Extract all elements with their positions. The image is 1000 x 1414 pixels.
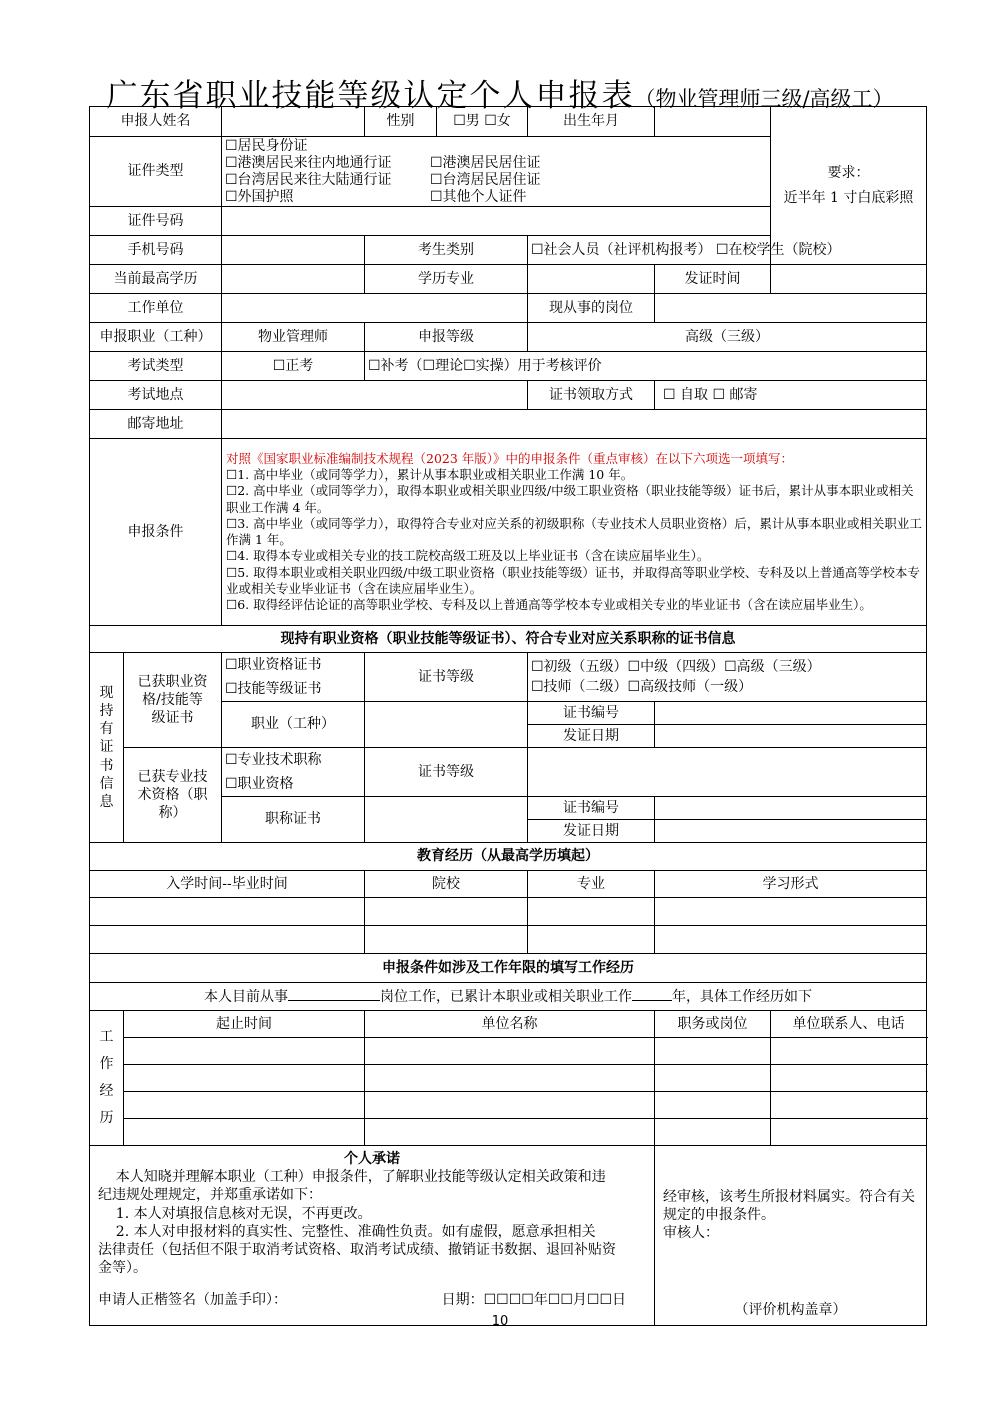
candidate-type-label: 考生类别 bbox=[365, 236, 528, 265]
side-char: 持 bbox=[99, 703, 114, 720]
gender-options[interactable]: ☐男 ☐女 bbox=[437, 107, 528, 137]
work-col-period: 起止时间 bbox=[124, 1011, 365, 1038]
skill-cert-no-label: 证书编号 bbox=[528, 702, 655, 725]
level-option-row[interactable]: ☐初级（五级）☐中级（四级）☐高级（三级） bbox=[531, 659, 821, 675]
promise-line: 本人知晓并理解本职业（工种）申报条件，了解职业技能等级认定相关政策和违 bbox=[98, 1169, 606, 1186]
edu-cell[interactable] bbox=[90, 926, 365, 954]
title-cert-label: 职称证书 bbox=[222, 797, 365, 843]
edu-col-period: 入学时间--毕业时间 bbox=[90, 871, 365, 898]
level-option-row[interactable]: ☐技师（二级）☐高级技师（一级） bbox=[531, 679, 753, 695]
employer-field[interactable] bbox=[222, 294, 528, 323]
form-title-main: 广东省职业技能等级认定个人申报表 bbox=[106, 78, 635, 114]
tech-cert-level-label: 证书等级 bbox=[365, 748, 528, 797]
conditions-intro: 对照《国家职业标准编制技术规程（2023 年版）》中的申报条件（重点审核）在以下六项选一项填写： bbox=[226, 450, 794, 466]
tech-cert-label: 已获专业技术资格（职称） bbox=[124, 748, 222, 843]
work-section-header: 申报条件如涉及工作年限的填写工作经历 bbox=[90, 954, 927, 983]
promise-line: 1. 本人对填报信息核对无误，不再更改。 bbox=[98, 1205, 372, 1222]
side-char: 证 bbox=[99, 739, 114, 756]
education-label: 当前最高学历 bbox=[90, 265, 222, 294]
exam-regular-option[interactable]: ☐正考 bbox=[222, 352, 365, 381]
education-field[interactable] bbox=[222, 265, 365, 294]
promise-line: 法律责任（包括但不限于取消考试资格、取消考试成绩、撤销证书数据、退回补贴资 bbox=[98, 1241, 616, 1258]
cert-method-options[interactable]: ☐ 自取 ☐ 邮寄 bbox=[655, 381, 927, 410]
issue-time-field[interactable] bbox=[771, 265, 927, 294]
work-sentence-part: 岗位工作，已累计本职业或相关职业工作 bbox=[380, 989, 632, 1006]
form-title-sub: （物业管理师三级/高级工） bbox=[634, 87, 894, 111]
work-cell[interactable] bbox=[365, 1092, 655, 1119]
edu-cell[interactable] bbox=[90, 898, 365, 926]
condition-item[interactable]: ☐1. 高中毕业（或同等学力），累计从事本职业或相关职业工作满 10 年。 bbox=[226, 467, 634, 482]
photo-requirement-spec: 近半年 1 寸白底彩照 bbox=[783, 189, 914, 206]
work-cell[interactable] bbox=[124, 1092, 365, 1119]
review-statement: 经审核，该考生所报材料属实。符合有关规定的申报条件。 bbox=[663, 1189, 915, 1224]
skill-job-field[interactable] bbox=[365, 702, 528, 748]
skill-cert-no-field[interactable] bbox=[655, 702, 927, 725]
exam-site-label: 考试地点 bbox=[90, 381, 222, 410]
name-label: 申报人姓名 bbox=[90, 107, 222, 137]
title-cert-field[interactable] bbox=[365, 797, 528, 843]
id-option[interactable]: ☐港澳居民居住证 bbox=[430, 154, 541, 171]
id-option[interactable]: ☐台湾居民居住证 bbox=[430, 171, 541, 188]
birth-field[interactable] bbox=[655, 107, 771, 137]
education-section-header: 教育经历（从最高学历填起） bbox=[90, 843, 927, 871]
id-option[interactable]: ☐居民身份证 bbox=[225, 137, 308, 154]
edu-cell[interactable] bbox=[365, 898, 528, 926]
id-option bbox=[430, 138, 630, 155]
skill-cert-options[interactable] bbox=[222, 653, 365, 702]
edu-cell[interactable] bbox=[655, 926, 927, 954]
birth-label: 出生年月 bbox=[528, 107, 655, 137]
work-cell[interactable] bbox=[124, 1038, 365, 1065]
major-label: 学历专业 bbox=[365, 265, 528, 294]
conditions-list bbox=[222, 439, 927, 626]
work-col-employer: 单位名称 bbox=[365, 1011, 655, 1038]
work-position-blank[interactable] bbox=[288, 986, 380, 1001]
edu-cell[interactable] bbox=[365, 926, 528, 954]
id-type-label: 证件类型 bbox=[90, 137, 222, 207]
edu-col-mode: 学习形式 bbox=[655, 871, 927, 898]
work-cell[interactable] bbox=[124, 1065, 365, 1092]
condition-item[interactable]: ☐5. 取得本职业或相关职业四级/中级工职业资格（职业技能等级）证书，并取得高等职业学校、专科及以上普通高等学校本专业或相关专业毕业证书（含在读应届毕业生）。 bbox=[226, 564, 920, 596]
condition-item[interactable]: ☐2. 高中毕业（或同等学力），取得本职业或相关职业四级/中级工职业资格（职业技能等级）证书后，累计从事本职业或相关职业工作满 4 年。 bbox=[226, 483, 914, 515]
certs-section-header: 现持有职业资格（职业技能等级证书）、符合专业对应关系职称的证书信息 bbox=[90, 626, 927, 653]
id-type-options[interactable] bbox=[222, 137, 771, 207]
side-char: 息 bbox=[99, 793, 114, 810]
tech-cert-no-field[interactable] bbox=[655, 797, 927, 820]
position-label: 现从事的岗位 bbox=[528, 294, 655, 323]
side-char: 信 bbox=[99, 775, 114, 792]
promise-line: 纪违规处理规定，并郑重承诺如下： bbox=[98, 1187, 322, 1204]
edu-col-school: 院校 bbox=[365, 871, 528, 898]
side-char: 书 bbox=[99, 757, 114, 774]
phone-field[interactable] bbox=[222, 236, 365, 265]
work-cell[interactable] bbox=[365, 1119, 655, 1146]
tech-cert-option[interactable]: ☐专业技术职称 bbox=[225, 752, 322, 768]
condition-item[interactable]: ☐6. 取得经评估论证的高等职业学校、专科及以上普通高等学校本专业或相关专业的毕业证书（含在读应届毕业生）。 bbox=[226, 597, 872, 612]
side-char: 现 bbox=[99, 684, 114, 701]
work-cell[interactable] bbox=[655, 1065, 771, 1092]
skill-cert-level-label: 证书等级 bbox=[365, 653, 528, 702]
name-field[interactable] bbox=[222, 107, 365, 137]
condition-item[interactable]: ☐3. 高中毕业（或同等学力），取得符合专业对应关系的初级职称（专业技术人员职业资格）后，累计从事本职业或相关职业工作满 1 年。 bbox=[226, 515, 922, 547]
work-col-position: 职务或岗位 bbox=[655, 1011, 771, 1038]
side-char: 有 bbox=[99, 721, 114, 738]
gender-label: 性别 bbox=[365, 107, 437, 137]
level-value: 高级（三级） bbox=[528, 323, 927, 352]
id-option[interactable]: ☐台湾居民来往大陆通行证 bbox=[225, 171, 392, 188]
photo-requirement-label: 要求： bbox=[827, 165, 870, 182]
page-number: 10 bbox=[491, 1314, 509, 1329]
condition-item[interactable]: ☐4. 取得本专业或相关专业的技工院校高级工班及以上毕业证书（含在读应届毕业生）。 bbox=[226, 548, 710, 564]
tech-issue-date-label: 发证日期 bbox=[528, 820, 655, 843]
work-cell[interactable] bbox=[124, 1119, 365, 1146]
side-char: 工 bbox=[99, 1029, 114, 1045]
work-cell[interactable] bbox=[771, 1065, 927, 1092]
side-char: 作 bbox=[99, 1056, 114, 1072]
work-col-contact: 单位联系人、电话 bbox=[771, 1011, 927, 1038]
work-cell[interactable] bbox=[365, 1038, 655, 1065]
work-summary-sentence bbox=[90, 983, 927, 1011]
mail-address-field[interactable] bbox=[222, 410, 927, 439]
date-label[interactable]: 日期：☐☐☐☐年☐☐月☐☐日 bbox=[441, 1292, 626, 1309]
personal-promise bbox=[90, 1146, 655, 1326]
signature-label[interactable]: 申请人正楷签名（加盖手印）： bbox=[98, 1292, 287, 1309]
promise-line: 金等）。 bbox=[98, 1260, 147, 1277]
tech-issue-date-field[interactable] bbox=[655, 820, 927, 843]
work-cell[interactable] bbox=[771, 1119, 927, 1146]
skill-cert-option[interactable]: ☐技能等级证书 bbox=[225, 681, 322, 697]
tech-cert-options[interactable] bbox=[222, 748, 365, 797]
skill-issue-date-label: 发证日期 bbox=[528, 725, 655, 748]
promise-line: 2. 本人对申报材料的真实性、完整性、准确性负责。如有虚假，愿意承担相关 bbox=[98, 1223, 596, 1240]
employer-label: 工作单位 bbox=[90, 294, 222, 323]
work-sentence-part: 本人目前从事 bbox=[204, 989, 288, 1006]
skill-cert-level-options[interactable] bbox=[528, 653, 927, 702]
mail-address-label: 邮寄地址 bbox=[90, 410, 222, 439]
work-cell[interactable] bbox=[655, 1092, 771, 1119]
occupation-value: 物业管理师 bbox=[222, 323, 365, 352]
work-cell[interactable] bbox=[655, 1119, 771, 1146]
work-cell[interactable] bbox=[655, 1038, 771, 1065]
seal-label: （评价机构盖章） bbox=[734, 1301, 847, 1318]
tech-cert-no-label: 证书编号 bbox=[528, 797, 655, 820]
id-option[interactable]: ☐外国护照 bbox=[225, 188, 294, 205]
work-sentence-part: 年，具体工作经历如下 bbox=[672, 989, 812, 1006]
certs-side-label bbox=[90, 653, 124, 843]
exam-type-label: 考试类型 bbox=[90, 352, 222, 381]
issue-time-label: 发证时间 bbox=[655, 265, 771, 294]
side-char: 经 bbox=[99, 1083, 114, 1099]
work-cell[interactable] bbox=[365, 1065, 655, 1092]
candidate-type-options[interactable]: ☐社会人员（社评机构报考） ☐在校学生（院校） bbox=[528, 236, 771, 265]
skill-job-label: 职业（工种） bbox=[222, 702, 365, 748]
application-form-table bbox=[89, 106, 927, 1326]
occupation-label: 申报职业（工种） bbox=[90, 323, 222, 352]
id-number-field[interactable] bbox=[222, 207, 771, 236]
photo-box[interactable] bbox=[771, 107, 927, 265]
skill-cert-label: 已获职业资格/技能等级证书 bbox=[124, 653, 222, 748]
edu-cell[interactable] bbox=[655, 898, 927, 926]
exam-makeup-option[interactable]: ☐补考（☐理论☐实操）用于考核评价 bbox=[365, 352, 927, 381]
review-box bbox=[655, 1146, 927, 1326]
work-cell[interactable] bbox=[771, 1092, 927, 1119]
cert-method-label: 证书领取方式 bbox=[528, 381, 655, 410]
work-side-label bbox=[90, 1011, 124, 1146]
edu-cell[interactable] bbox=[528, 898, 655, 926]
edu-cell[interactable] bbox=[528, 926, 655, 954]
side-char: 历 bbox=[99, 1110, 114, 1126]
position-field[interactable] bbox=[655, 294, 927, 323]
exam-site-field[interactable] bbox=[222, 381, 528, 410]
tech-cert-level-field[interactable] bbox=[528, 748, 927, 797]
skill-cert-option[interactable]: ☐职业资格证书 bbox=[225, 657, 322, 673]
work-years-blank[interactable] bbox=[632, 986, 672, 1001]
id-option[interactable]: ☐其他个人证件 bbox=[430, 188, 527, 205]
promise-title: 个人承诺 bbox=[344, 1151, 400, 1167]
major-field[interactable] bbox=[528, 265, 655, 294]
conditions-label: 申报条件 bbox=[90, 439, 222, 626]
phone-label: 手机号码 bbox=[90, 236, 222, 265]
id-option[interactable]: ☐港澳居民来往内地通行证 bbox=[225, 154, 392, 171]
work-cell[interactable] bbox=[771, 1038, 927, 1065]
level-label: 申报等级 bbox=[365, 323, 528, 352]
id-number-label: 证件号码 bbox=[90, 207, 222, 236]
reviewer-label[interactable]: 审核人： bbox=[663, 1225, 719, 1242]
tech-cert-option[interactable]: ☐职业资格 bbox=[225, 776, 294, 792]
edu-col-major: 专业 bbox=[528, 871, 655, 898]
skill-issue-date-field[interactable] bbox=[655, 725, 927, 748]
